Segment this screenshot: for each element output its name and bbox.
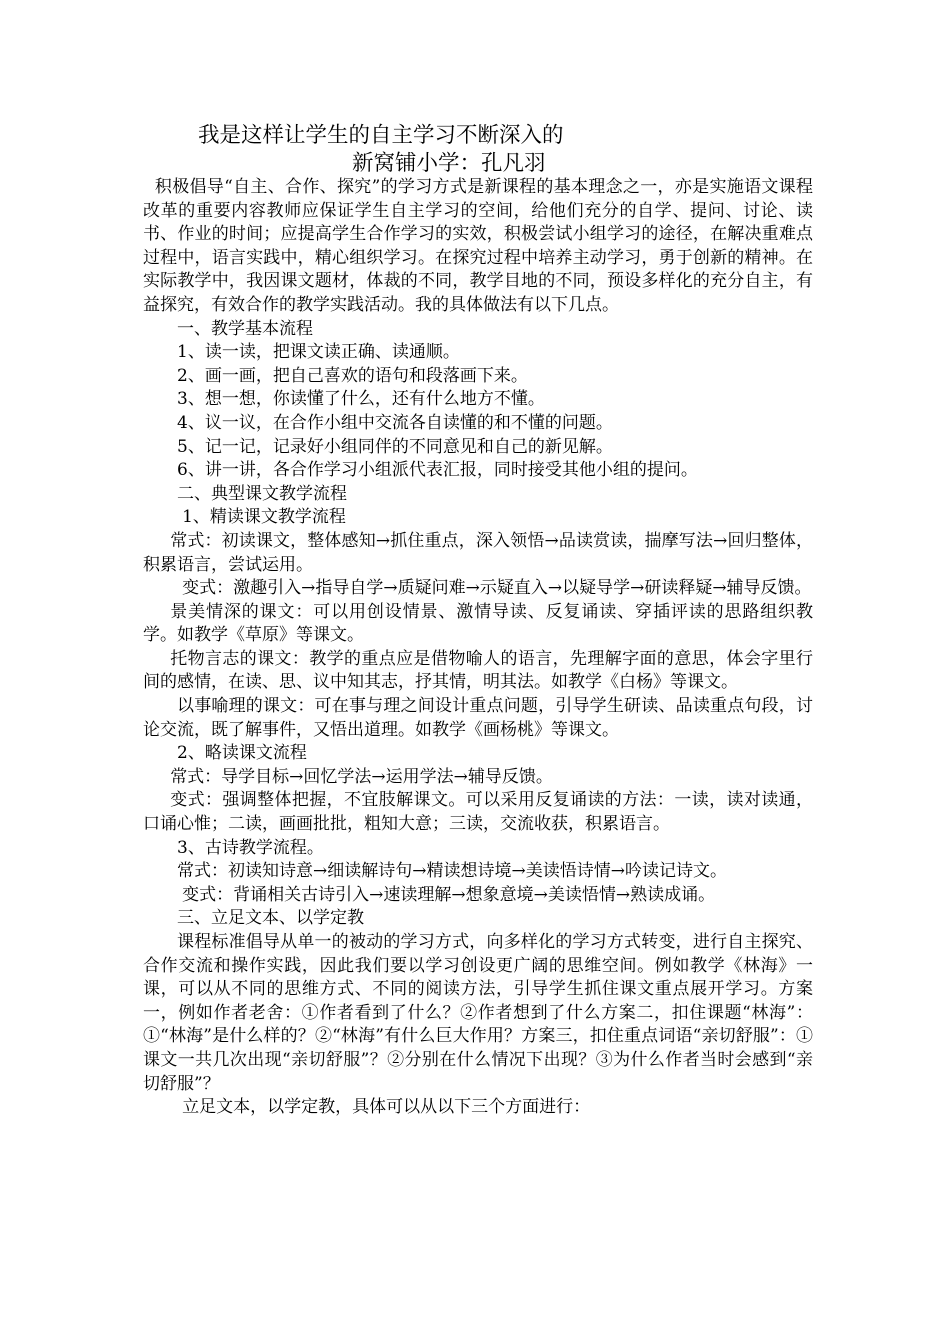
paragraph: 景美情深的课文：可以用创设情景、激情导读、反复诵读、穿插评读的思路组织教学。如教学《草原》等课文。 bbox=[143, 601, 813, 646]
author-line: 新窝铺小学：孔凡羽 bbox=[352, 151, 546, 176]
document-title: 我是这样让学生的自主学习不断深入的 bbox=[198, 123, 564, 148]
paragraph: 课程标准倡导从单一的被动的学习方式，向多样化的学习方式转变，进行自主探究、合作交流和操作实践，因此我们要以学习创设更广阔的思维空间。例如教学《林海》一课，可以从不同的思维方式、不同的阅读方法，引导学生抓住课文重点展开学习。方案一，例如作者老舍：①作者看到了什么？②作者想到了什么方案二，扣住课题“林海”：①“林海”是什么样的？②“林海”有什么巨大作用？方案三，扣住重点词语“亲切舒服”：①课文一共几次出现“亲切舒服”？②分别在什么情况下出现？③为什么作者当时会感到“亲切舒服”？ bbox=[143, 932, 813, 1094]
paragraph: 常式：初读课文，整体感知→抓住重点，深入领悟→品读赏读，揣摩写法→回归整体，积累语言，尝试运用。 bbox=[143, 530, 813, 575]
list-item: 3、想一想，你读懂了什么，还有什么地方不懂。 bbox=[177, 389, 545, 410]
subsection-heading: 1、精读课文教学流程 bbox=[182, 507, 346, 528]
subsection-heading: 3、古诗教学流程。 bbox=[177, 837, 324, 858]
list-item: 2、画一画，把自己喜欢的语句和段落画下来。 bbox=[177, 365, 528, 386]
paragraph: 变式：强调整体把握，不宜肢解课文。可以采用反复诵读的方法：一读，读对读通，口诵心惟；二读，画画批批，粗知大意；三读，交流收获，积累语言。 bbox=[143, 790, 813, 835]
paragraph: 常式：初读知诗意→细读解诗句→精读想诗境→美读悟诗情→吟读记诗文。 bbox=[177, 861, 727, 882]
paragraph-intro: 积极倡导“自主、合作、探究”的学习方式是新课程的基本理念之一，亦是实施语文课程改革的重要内容教师应保证学生自主学习的空间，给他们充分的自学、提问、讨论、读书、作业的时间；应提高学生合作学习的实效，积极尝试小组学习的途径，在解决重难点过程中，语言实践中，精心组织学习。在探究过程中培养主动学习，勇于创新的精神。在实际教学中，我因课文题材，体裁的不同，教学目地的不同，预设多样化的充分自主，有益探究，有效合作的教学实践活动。我的具体做法有以下几点。 bbox=[143, 177, 813, 315]
section-heading-1: 一、教学基本流程 bbox=[177, 318, 313, 339]
list-item: 6、讲一讲，各合作学习小组派代表汇报，同时接受其他小组的提问。 bbox=[177, 460, 698, 481]
list-item: 5、记一记，记录好小组同伴的不同意见和自己的新见解。 bbox=[177, 436, 613, 457]
paragraph: 变式：激趣引入→指导自学→质疑问难→示疑直入→以疑导学→研读释疑→辅导反馈。 bbox=[182, 578, 812, 599]
list-item: 1、读一读，把课文读正确、读通顺。 bbox=[177, 342, 460, 363]
section-heading-3: 三、立足文本、以学定教 bbox=[177, 908, 364, 929]
section-heading-2: 二、典型课文教学流程 bbox=[177, 483, 347, 504]
paragraph: 托物言志的课文：教学的重点应是借物喻人的语言，先理解字面的意思，体会字里行间的感情，在读、思、议中知其志，抒其情，明其法。如教学《白杨》等课文。 bbox=[143, 648, 813, 693]
paragraph: 立足文本，以学定教，具体可以从以下三个方面进行： bbox=[182, 1097, 591, 1118]
paragraph: 以事喻理的课文：可在事与理之间设计重点问题，引导学生研读、品读重点句段，讨论交流，既了解事件，又悟出道理。如教学《画杨桃》等课文。 bbox=[143, 696, 813, 740]
list-item: 4、议一议，在合作小组中交流各自读懂的和不懂的问题。 bbox=[177, 412, 613, 433]
subsection-heading: 2、略读课文流程 bbox=[177, 743, 307, 764]
document-body bbox=[143, 176, 813, 1120]
paragraph: 变式：背诵相关古诗引入→速读理解→想象意境→美读悟情→熟读成诵。 bbox=[182, 884, 716, 905]
paragraph: 常式：导学目标→回忆学法→运用学法→辅导反馈。 bbox=[170, 766, 553, 787]
